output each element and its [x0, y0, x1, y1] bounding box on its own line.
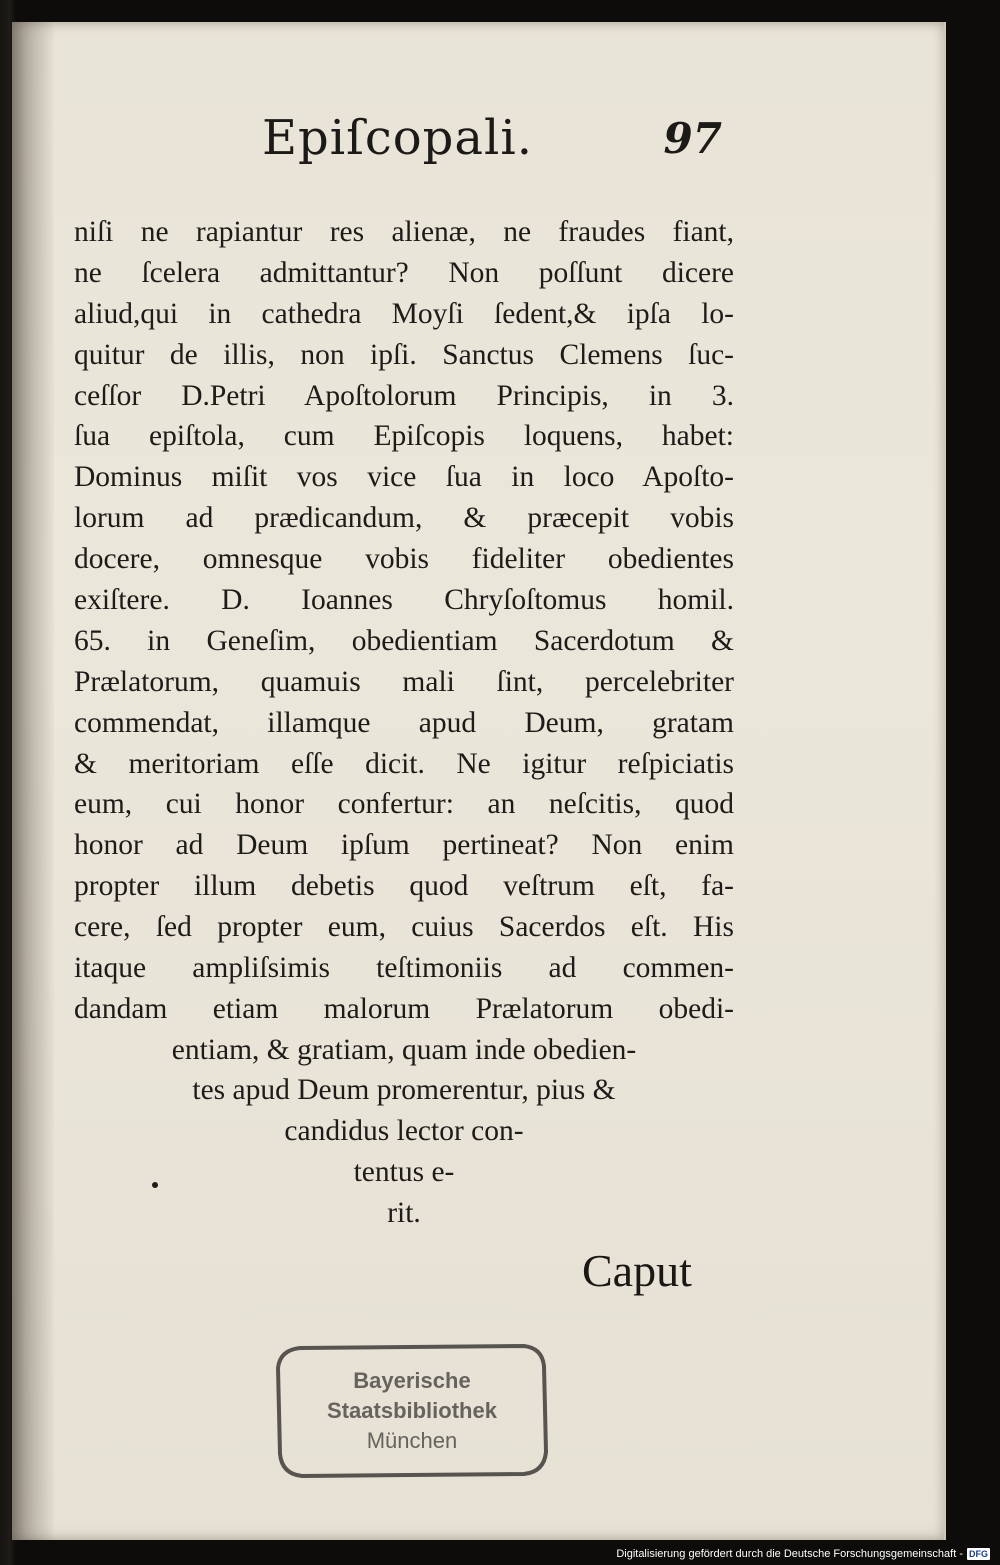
dfg-logo-icon: DFG [969, 1549, 988, 1559]
text-line: lorum ad prædicandum, & præcepit vobis [74, 502, 734, 535]
text-line: rit. [387, 1196, 421, 1229]
credit-text: Digitalisierung gefördert durch die Deutsche Forschungsgemeinschaft - [616, 1548, 963, 1560]
text-line: itaque ampliſsimis teſtimoniis ad commen- [74, 952, 734, 985]
stamp-line: München [366, 1428, 458, 1453]
text-line: commendat, illamque apud Deum, gratam [74, 706, 734, 739]
closing-lines [74, 1070, 734, 1234]
book-page [12, 22, 946, 1540]
library-stamp [272, 1340, 552, 1480]
stamp-line: Bayerische [353, 1368, 471, 1393]
text-line: niſi ne rapiantur res alienæ, ne fraudes fiant, [74, 216, 734, 248]
catchword: Caput [582, 1245, 692, 1296]
page-gutter-shadow [12, 22, 54, 1540]
text-line: cere, ſed propter eum, cuius Sacerdos eſt. His [74, 911, 734, 944]
running-head [262, 110, 722, 180]
text-line: ſua epiſtola, cum Epiſcopis loquens, habet: [74, 420, 734, 453]
text-line: candidus lector con- [284, 1114, 524, 1147]
text-line: honor ad Deum ipſum pertineat? Non enim [74, 829, 734, 862]
body-text [74, 212, 734, 1071]
text-line: dandam etiam malorum Prælatorum obedi- [74, 992, 734, 1025]
text-line: exiſtere. D. Ioannes Chryſoſtomus homil. [74, 584, 734, 617]
text-line: Prælatorum, quamuis mali ſint, percelebriter [74, 665, 734, 698]
text-line: Dominus miſit vos vice ſua in loco Apoſto- [74, 461, 734, 494]
text-line: tentus e- [353, 1155, 455, 1188]
text-line: aliud,qui in cathedra Moyſi ſedent,& ipſa lo- [74, 297, 734, 330]
text-line: entiam, & gratiam, quam inde obedien- [171, 1033, 637, 1066]
text-line: propter illum debetis quod veſtrum eſt, fa- [74, 870, 734, 903]
stamp-line: Staatsbibliothek [327, 1398, 497, 1423]
digitization-credit [616, 1548, 990, 1560]
text-line: docere, omnesque vobis fideliter obedientes [74, 543, 734, 576]
running-head-title: Epiſcopali. [262, 110, 533, 166]
text-line: & meritoriam eſſe dicit. Ne igitur reſpiciatis [74, 747, 734, 780]
page-number: 97 [663, 114, 722, 163]
ink-dot [152, 1182, 158, 1188]
text-line: 65. in Geneſim, obedientiam Sacerdotum & [74, 624, 734, 657]
text-line: tes apud Deum promerentur, pius & [192, 1074, 616, 1106]
text-line: ceſſor D.Petri Apoſtolorum Principis, in 3. [74, 379, 734, 412]
text-line: ne ſcelera admittantur? Non poſſunt dicere [74, 256, 734, 289]
text-line: quitur de illis, non ipſi. Sanctus Clemens ſuc- [74, 338, 734, 371]
text-line: eum, cui honor confertur: an neſcitis, quod [74, 788, 734, 821]
